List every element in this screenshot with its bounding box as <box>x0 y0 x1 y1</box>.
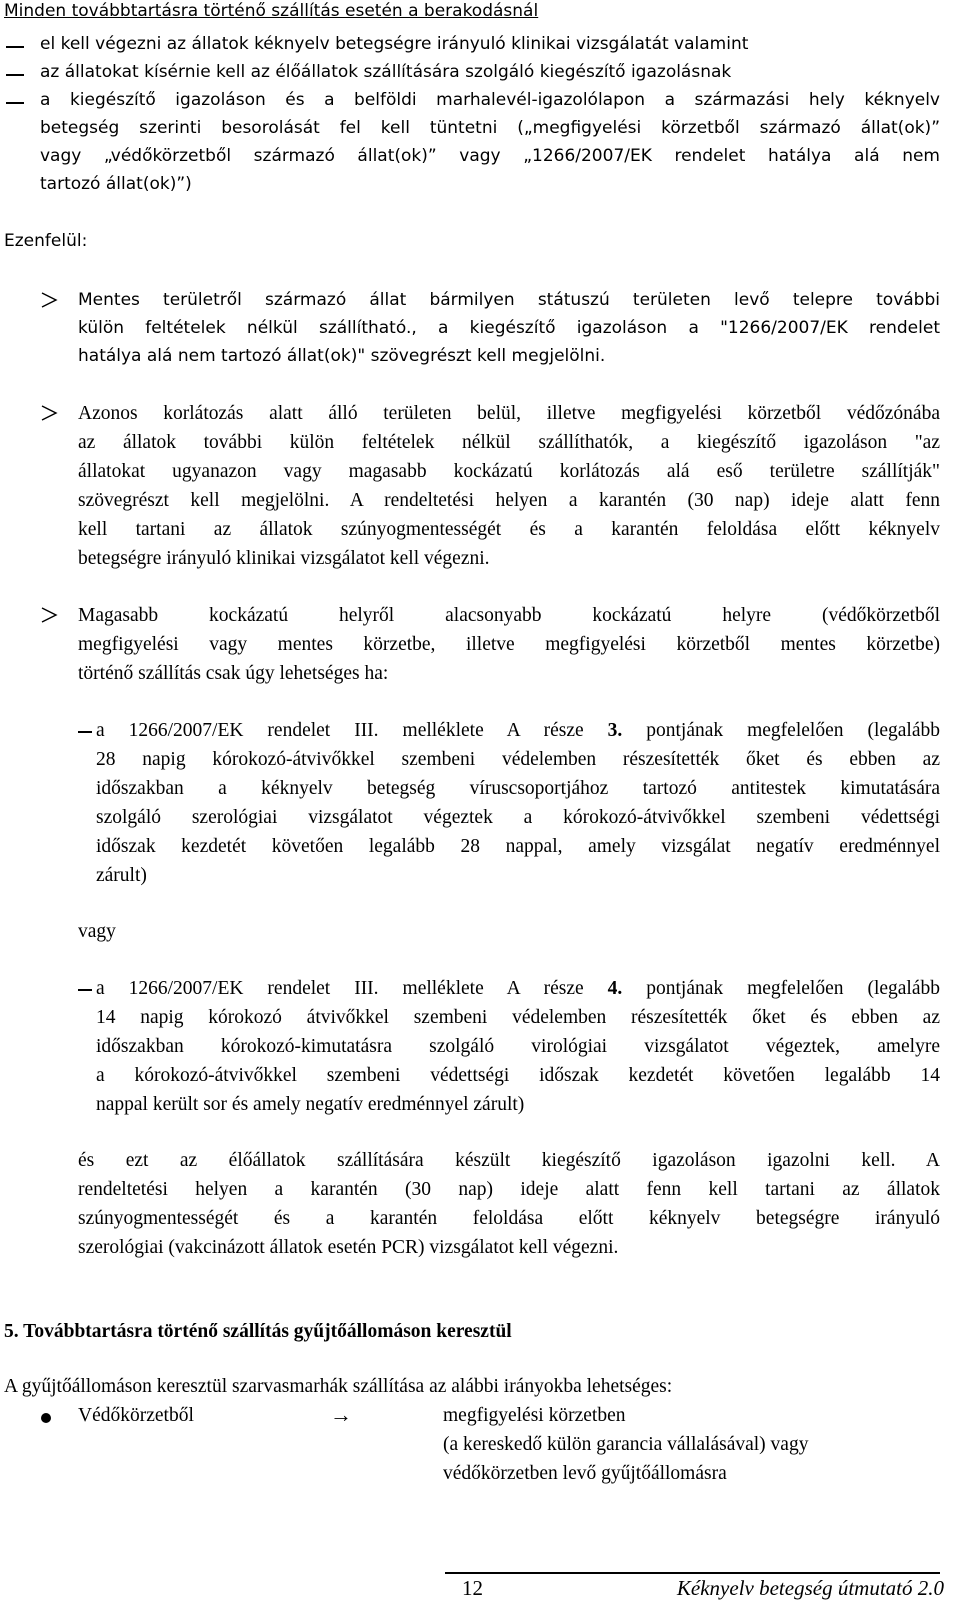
footer-rule <box>445 1572 940 1574</box>
sub-item-text: nappal került sor és amely negatív eredménnyel zárult) <box>96 1094 525 1115</box>
list-item: el kell végezni az állatok kéknyelv betegségre irányuló klinikai vizsgálatát valamint <box>40 34 749 54</box>
right-arrow-icon: → <box>330 1402 352 1427</box>
bullet-text: az állatok további külön feltételek nélkül szállíthatók, a kiegészítő igazoláson "az <box>78 432 940 453</box>
page-number: 12 <box>462 1576 483 1600</box>
ezenfelul-label: Ezenfelül: <box>4 231 88 251</box>
bullet-text: állatokat ugyanazon vagy magasabb kockázatú korlátozás alá eső területre szállítják" <box>78 461 940 482</box>
route-to: (a kereskedő külön garancia vállalásával) vagy <box>443 1434 809 1455</box>
closing-text: szúnyogmentességét és a karantén feloldása előtt kéknyelv betegségre irányuló <box>78 1208 940 1229</box>
bullet-text: külön feltételek nélkül szállítható., a kiegészítő igazoláson a "1266/2007/EK rendelet <box>78 318 940 338</box>
sub-item-text: szolgáló szerológiai vizsgálatot végeztek a kórokozó-átvivőkkel szembeni védettségi <box>96 807 940 828</box>
sub-item-text: zárult) <box>96 865 147 886</box>
sub-item-text: időszakban kórokozó-kimutatásra szolgáló virológiai vizsgálatot végeztek, amelyre <box>96 1036 940 1057</box>
arrow-bullet-icon <box>40 291 58 313</box>
dash-marker <box>78 731 92 733</box>
section-intro: A gyűjtőállomáson keresztül szarvasmarhák szállítása az alábbi irányokba lehetséges: <box>4 1376 673 1397</box>
arrow-bullet-icon <box>40 606 58 628</box>
route-from: Védőkörzetből <box>78 1405 194 1426</box>
list-item-continuation: tartozó állat(ok)”) <box>40 174 192 194</box>
sub-item-text: a kórokozó-átvivőkkel szembeni védettségi időszak kezdetét követően legalább 14 <box>96 1065 940 1086</box>
closing-text: rendeltetési helyen a karantén (30 nap) ideje alatt fenn kell tartani az állatok <box>78 1179 940 1200</box>
list-item-continuation: betegség szerinti besorolását fel kell tüntetni („megfigyelési körzetből származó állat(ok)” <box>40 118 940 138</box>
bullet-text: betegségre irányuló klinikai vizsgálatot kell végezni. <box>78 548 490 569</box>
sub-item-text: 28 napig kórokozó-átvivőkkel szembeni védelemben részesítették őket és ebben az <box>96 749 940 770</box>
list-item: a kiegészítő igazoláson és a belföldi marhalevél-igazolólapon a származási hely kéknyelv <box>40 90 940 110</box>
dash-marker <box>78 989 92 991</box>
dash-marker <box>6 74 24 76</box>
dash-marker <box>6 46 24 48</box>
bullet-text: történő szállítás csak úgy lehetséges ha: <box>78 663 389 684</box>
bullet-text: Azonos korlátozás alatt álló területen belül, illetve megfigyelési körzetből védőzónába <box>78 403 940 424</box>
bullet-text: szövegrészt kell megjelölni. A rendeltetési helyen a karantén (30 nap) ideje alatt fenn <box>78 490 940 511</box>
route-to: megfigyelési körzetben <box>443 1405 626 1426</box>
dash-marker <box>6 102 24 104</box>
sub-item-first-line: a 1266/2007/EK rendelet III. melléklete A része 3. pontjának megfelelően (legalább <box>96 720 940 741</box>
sub-item-text: időszakban a kéknyelv betegség víruscsoportjához tartozó antitestek kimutatására <box>96 778 940 799</box>
footer-title: Kéknyelv betegség útmutató 2.0 <box>676 1576 944 1600</box>
bullet-text: kell tartani az állatok szúnyogmentességét és a karantén feloldása előtt kéknyelv <box>78 519 940 540</box>
bullet-text: Mentes területről származó állat bármilyen státuszú területen levő telepre további <box>78 290 940 310</box>
bullet-text: hatálya alá nem tartozó állat(ok)" szövegrészt kell megjelölni. <box>78 346 606 366</box>
bullet-dot-icon <box>40 1409 52 1428</box>
closing-text: szerológiai (vakcinázott állatok esetén PCR) vizsgálatot kell végezni. <box>78 1237 619 1258</box>
bullet-text: megfigyelési vagy mentes körzetbe, illetve megfigyelési körzetből mentes körzetbe) <box>78 634 940 655</box>
list-item: az állatokat kísérnie kell az élőállatok szállítására szolgáló kiegészítő igazolásnak <box>40 62 732 82</box>
intro-heading: Minden továbbtartásra történő szállítás esetén a berakodásnál <box>4 1 539 21</box>
sub-item-first-line: a 1266/2007/EK rendelet III. melléklete A része 4. pontjának megfelelően (legalább <box>96 978 940 999</box>
sub-item-text: 14 napig kórokozó átvivőkkel szembeni védelemben részesítették őket és ebben az <box>96 1007 940 1028</box>
list-item-continuation: vagy „védőkörzetből származó állat(ok)” vagy „1266/2007/EK rendelet hatálya alá nem <box>40 146 940 166</box>
route-to: védőkörzetben levő gyűjtőállomásra <box>443 1463 727 1484</box>
vagy-label: vagy <box>78 921 116 942</box>
bullet-text: Magasabb kockázatú helyről alacsonyabb kockázatú helyre (védőkörzetből <box>78 605 940 626</box>
arrow-bullet-icon <box>40 404 58 426</box>
closing-text: és ezt az élőállatok szállítására készült kiegészítő igazoláson igazolni kell. A <box>78 1150 940 1171</box>
sub-item-text: időszak kezdetét követően legalább 28 nappal, amely vizsgálat negatív eredménnyel <box>96 836 940 857</box>
section-heading: 5. Továbbtartásra történő szállítás gyűjtőállomáson keresztül <box>4 1321 512 1342</box>
